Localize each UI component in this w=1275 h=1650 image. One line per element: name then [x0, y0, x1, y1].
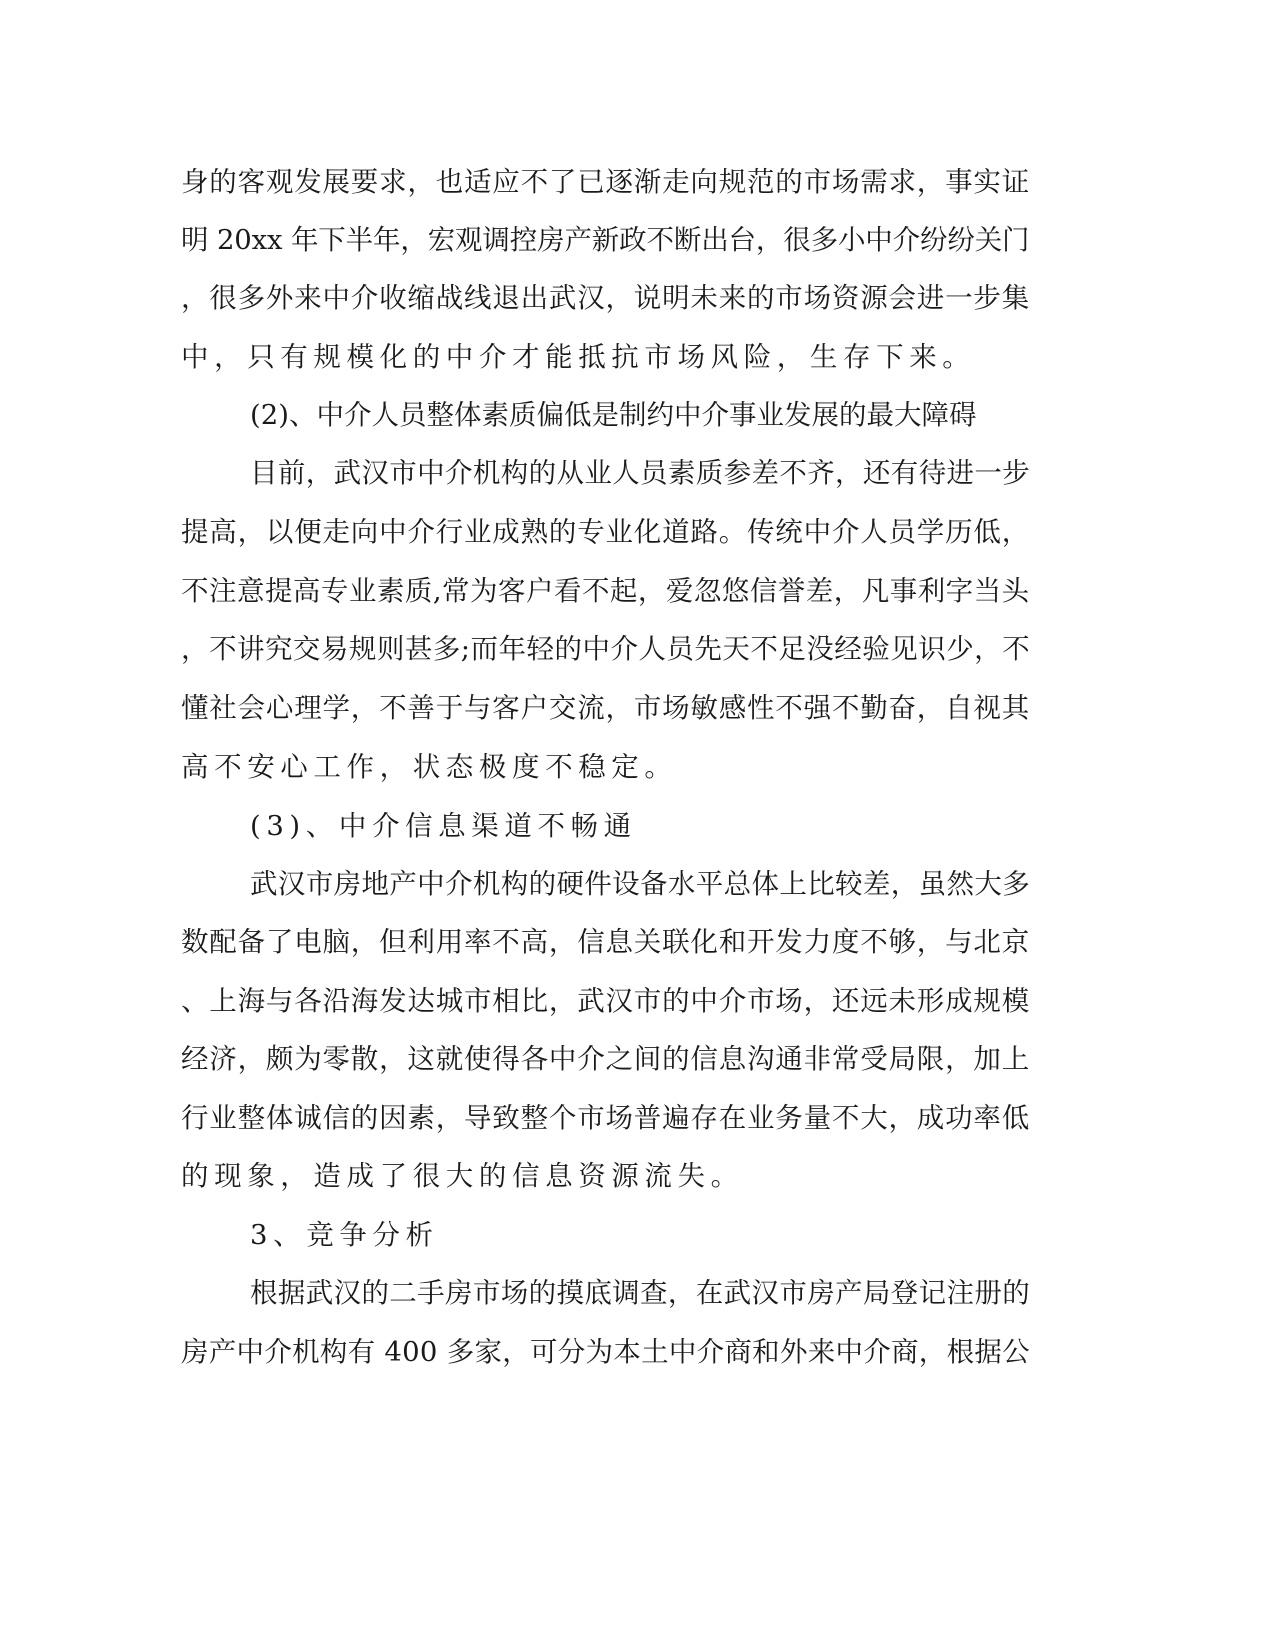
- text-line: ，很多外来中介收缩战线退出武汉，说明未来的市场资源会进一步集: [181, 282, 1030, 314]
- text-line: 不注意提高专业素质,常为客户看不起，爱忽悠信誉差，凡事利字当头: [181, 575, 1030, 607]
- text-line: 懂社会心理学，不善于与客户交流，市场敏感性不强不勤奋，自视其: [181, 692, 1030, 724]
- text-line: 明 20xx 年下半年，宏观调控房产新政不断出台，很多小中介纷纷关门: [181, 224, 1030, 256]
- text-line: 提高，以便走向中介行业成熟的专业化道路。传统中介人员学历低，: [181, 516, 1030, 548]
- section-heading: (2)、中介人员整体素质偏低是制约中介事业发展的最大障碍: [250, 399, 977, 431]
- text-line: 目前，武汉市中介机构的从业人员素质参差不齐，还有待进一步: [250, 457, 1031, 489]
- text-line: ，不讲究交易规则甚多;而年轻的中介人员先天不足没经验见识少，不: [181, 633, 1031, 665]
- section-heading: (3)、中介信息渠道不畅通: [250, 810, 637, 842]
- text-line: 根据武汉的二手房市场的摸底调查，在武汉市房产局登记注册的: [250, 1277, 1031, 1309]
- text-line: 武汉市房地产中介机构的硬件设备水平总体上比较差，虽然大多: [250, 868, 1031, 900]
- section-heading: 3、竞争分析: [250, 1219, 439, 1251]
- text-line: 的现象，造成了很大的信息资源流失。: [181, 1160, 744, 1192]
- text-line: 房产中介机构有 400 多家，可分为本土中介商和外来中介商，根据公: [181, 1336, 1030, 1368]
- text-line: 行业整体诚信的因素，导致整个市场普遍存在业务量不大，成功率低: [181, 1102, 1030, 1134]
- text-line: 高不安心工作，状态极度不稳定。: [181, 751, 678, 783]
- text-line: 经济，颇为零散，这就使得各中介之间的信息沟通非常受局限，加上: [181, 1043, 1030, 1075]
- text-line: 、上海与各沿海发达城市相比，武汉市的中介市场，还远未形成规模: [181, 985, 1030, 1017]
- text-line: 中，只有规模化的中介才能抵抗市场风险，生存下来。: [181, 341, 976, 373]
- text-line: 身的客观发展要求，也适应不了已逐渐走向规范的市场需求，事实证: [181, 166, 1030, 198]
- text-line: 数配备了电脑，但利用率不高，信息关联化和开发力度不够，与北京: [181, 926, 1030, 958]
